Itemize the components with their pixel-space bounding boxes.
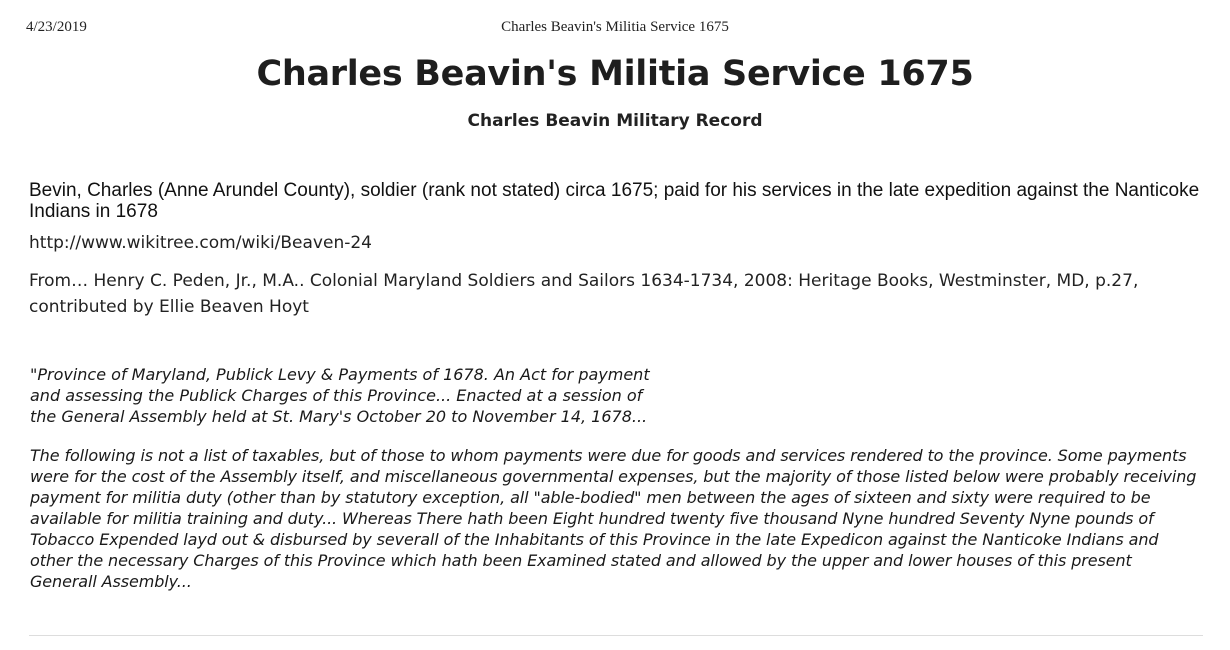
source-citation: From… Henry C. Peden, Jr., M.A.. Colonial Maryland Soldiers and Sailors 1634-1734, 2008: Heritage Books, Westminster, MD, p.27, contributed by Ellie Beaven Hoyt [29,271,1139,317]
wikitree-link[interactable]: http://www.wikitree.com/wiki/Beaven-24 [29,233,372,253]
print-header-title: Charles Beavin's Militia Service 1675 [501,19,729,35]
page-title: Charles Beavin's Militia Service 1675 [256,54,974,94]
quote-intro: "Province of Maryland, Publick Levy & Payments of 1678. An Act for payment and assessing the Publick Charges of this Province... Enacted at a session of the General Assembly held at St. Mary's October 20 to November 14, 1678... [30,365,650,426]
quote-body: The following is not a list of taxables, but of those to whom payments were due for goods and services rendered to the province. Some payments were for the cost of the Assembly itself, and miscellaneous governmental expenses, but the majority of those listed below were probably receiving payment for militia duty (other than by statutory exception, all "able-bodied" men between the ages of sixteen and sixty were required to be available for militia training and duty... Whereas There hath been Eight hundred twenty five thousand Nyne hundred Seventy Nyne pounds of Tobacco Expended layd out & disbursed by severall of the Inhabitants of this Province in the late Expedicon against the Nanticoke Indians and other the necessary Charges of this Province which hath been Examined stated and allowed by the upper and lower houses of this present Generall Assembly... [30,446,1197,591]
divider [29,635,1203,636]
page-subtitle: Charles Beavin Military Record [467,111,763,131]
print-date: 4/23/2019 [26,19,87,35]
quotation-block [30,364,1205,592]
record-summary: Bevin, Charles (Anne Arundel County), soldier (rank not stated) circa 1675; paid for his services in the late expedition against the Nanticoke Indians in 1678 [29,180,1200,222]
print-header [0,19,1230,39]
